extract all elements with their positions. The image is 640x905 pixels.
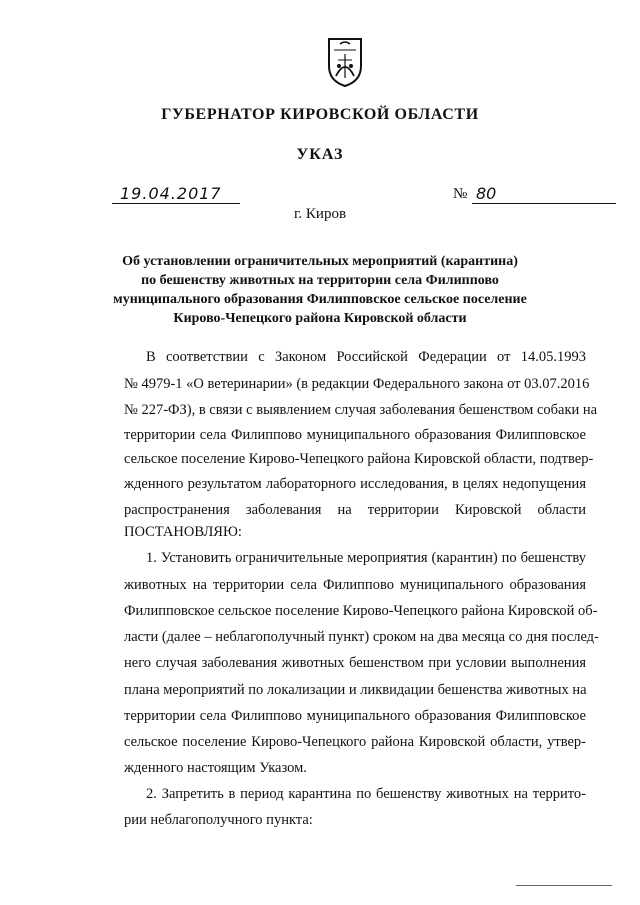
body-line: 2. Запретить в период карантина по бешенству животных на террито- — [146, 786, 586, 802]
body-line: ПОСТАНОВЛЯЮ: — [124, 524, 242, 540]
number-label: № — [453, 186, 468, 202]
body-line: жденного результатом лабораторного исследования, в целях недопущения — [124, 476, 586, 492]
body-line: рии неблагополучного пункта: — [124, 812, 313, 828]
document-date: 19.04.2017 — [112, 184, 240, 204]
body-line: № 4979-1 «О ветеринарии» (в редакции Федерального закона от 03.07.2016 — [124, 376, 590, 392]
title-line: Кирово-Чепецкого района Кировской области — [173, 311, 467, 326]
body-line: сельское поселение Кирово-Чепецкого района Кировской области, подтвер- — [124, 451, 594, 467]
body-line: сельское поселение Кирово-Чепецкого района Кировской области, утвер- — [124, 734, 586, 750]
body-line: него случая заболевания животных бешенством при условии выполнения — [124, 655, 586, 671]
body-line: жденного настоящим Указом. — [124, 760, 307, 776]
body-line: 1. Установить ограничительные мероприятия (карантин) по бешенству — [146, 550, 586, 566]
issuer-heading: ГУБЕРНАТОР КИРОВСКОЙ ОБЛАСТИ — [161, 106, 479, 123]
coat-of-arms-icon — [326, 36, 364, 88]
footer-divider — [516, 884, 612, 887]
body-line: распространения заболевания на территории Кировской области — [124, 502, 586, 518]
title-line: Об установлении ограничительных мероприятий (карантина) — [122, 254, 518, 269]
body-line: № 227-ФЗ), в связи с выявлением случая заболевания бешенством собаки на — [124, 402, 598, 418]
document-title — [110, 252, 530, 328]
body-line: Филипповское сельское поселение Кирово-Чепецкого района Кировской об- — [124, 603, 598, 619]
body-line: плана мероприятий по локализации и ликвидации бешенства животных на — [124, 682, 587, 698]
document-number: 80 — [472, 184, 616, 204]
title-line: по бешенству животных на территории села Филиппово — [141, 273, 499, 288]
body-line: территории села Филиппово муниципального образования Филипповское — [124, 708, 586, 724]
body-line: ласти (далее – неблагополучный пункт) сроком на два месяца со дня послед- — [124, 629, 599, 645]
place-of-issue: г. Киров — [293, 206, 347, 222]
body-line: В соответствии с Законом Российской Федерации от 14.05.1993 — [146, 349, 586, 365]
document-type: УКАЗ — [296, 146, 344, 163]
body-line: территории села Филиппово муниципального образования Филипповское — [124, 427, 586, 443]
title-line: муниципального образования Филипповское сельское поселение — [113, 292, 527, 307]
body-line: животных на территории села Филиппово муниципального образования — [124, 577, 586, 593]
